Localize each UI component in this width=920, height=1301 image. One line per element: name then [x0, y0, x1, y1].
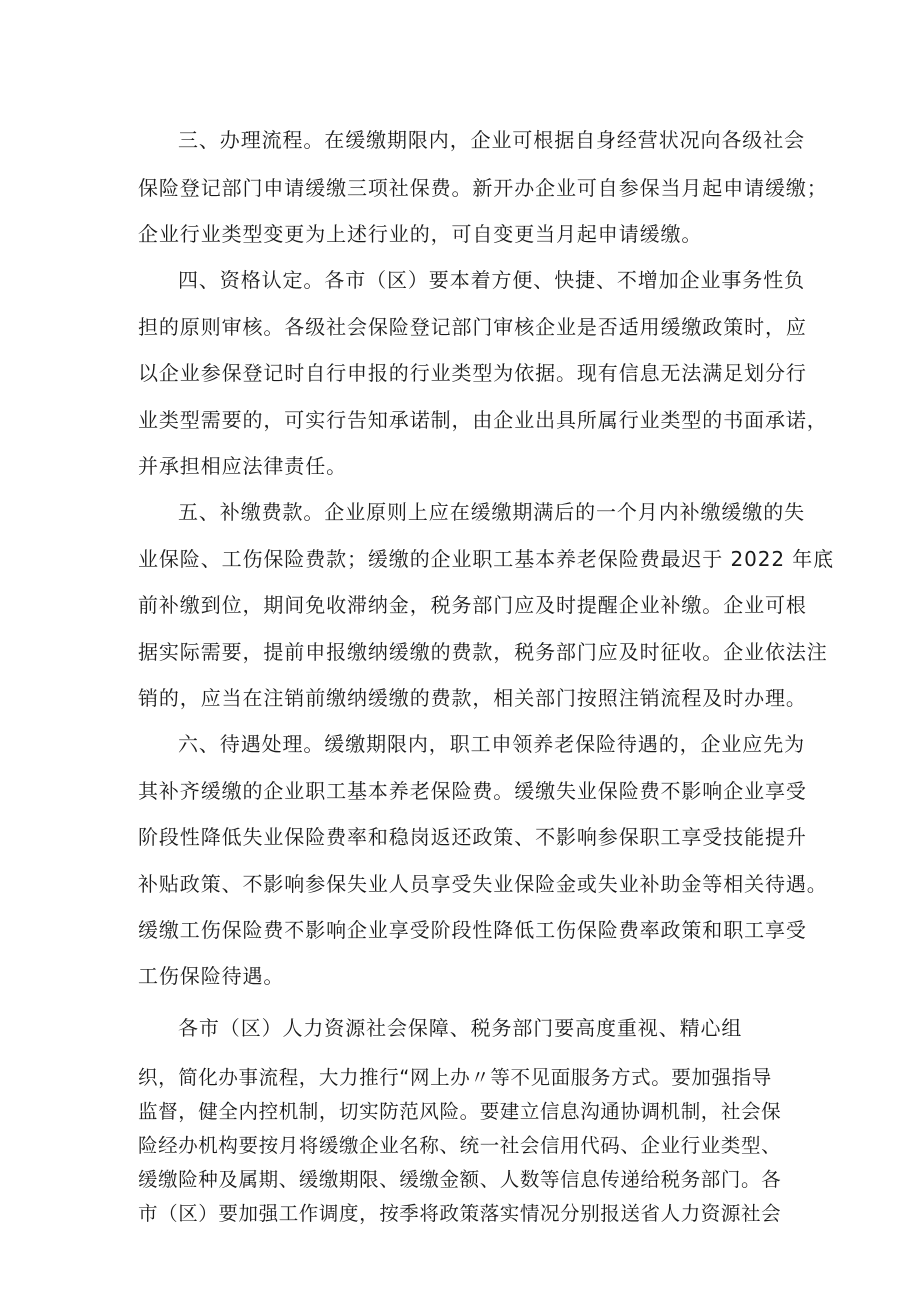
- text-line: 以企业参保登记时自行申报的行业类型为依据。现有信息无法满足划分行: [138, 361, 807, 385]
- text-line: 其补齐缓缴的企业职工基本养老保险费。缓缴失业保险费不影响企业享受: [138, 779, 807, 803]
- text-line: 业类型需要的，可实行告知承诺制，由企业出具所属行业类型的书面承诺，: [138, 408, 828, 432]
- text-line: 补贴政策、不影响参保失业人员享受失业保险金或失业补助金等相关待遇。: [138, 872, 828, 896]
- text-line: 四、资格认定。各市（区）要本着方便、快捷、不增加企业事务性负: [178, 268, 805, 292]
- text-line: 五、补缴费款。企业原则上应在缓缴期满后的一个月内补缴缓缴的失: [178, 500, 805, 524]
- text-line: 织，简化办事流程，大力推行“网上办〃等不见面服务方式。要加强指导: [138, 1066, 772, 1089]
- text-line: 三、办理流程。在缓缴期限内，企业可根据自身经营状况向各级社会: [178, 128, 805, 152]
- text-line: 六、待遇处理。缓缴期限内，职工申领养老保险待遇的，企业应先为: [178, 732, 805, 756]
- text-line: 各市（区）人力资源社会保障、税务部门要高度重视、精心组: [178, 1016, 743, 1040]
- text-line: 阶段性降低失业保险费率和稳岗返还政策、不影响参保职工享受技能提升: [138, 825, 807, 849]
- text-line: 并承担相应法律责任。: [138, 454, 347, 478]
- text-line: 业保险、工伤保险费款；缓缴的企业职工基本养老保险费最迟于 2022 年底: [138, 547, 835, 571]
- text-line: 缓缴险种及属期、缓缴期限、缓缴金额、人数等信息传递给税务部门。各: [138, 1168, 782, 1191]
- text-line: 企业行业类型变更为上述行业的，可自变更当月起申请缓缴。: [138, 222, 703, 246]
- text-line: 销的，应当在注销前缴纳缓缴的费款，相关部门按照注销流程及时办理。: [138, 686, 807, 710]
- text-line: 市（区）要加强工作调度，按季将政策落实情况分别报送省人力资源社会: [138, 1202, 782, 1225]
- text-line: 险经办机构要按月将缓缴企业名称、统一社会信用代码、企业行业类型、: [138, 1134, 782, 1157]
- text-line: 缓缴工伤保险费不影响企业享受阶段性降低工伤保险费率政策和职工享受: [138, 918, 807, 942]
- text-line: 据实际需要，提前申报缴纳缓缴的费款，税务部门应及时征收。企业依法注: [138, 640, 828, 664]
- text-line: 保险登记部门申请缓缴三项社保费。新开办企业可自参保当月起申请缓缴；: [138, 176, 828, 200]
- text-line: 工伤保险待遇。: [138, 964, 285, 988]
- text-line: 担的原则审核。各级社会保险登记部门审核企业是否适用缓缴政策时，应: [138, 315, 807, 339]
- text-line: 前补缴到位，期间免收滞纳金，税务部门应及时提醒企业补缴。企业可根: [138, 593, 807, 617]
- text-line: 监督，健全内控机制，切实防范风险。要建立信息沟通协调机制，社会保: [138, 1100, 782, 1123]
